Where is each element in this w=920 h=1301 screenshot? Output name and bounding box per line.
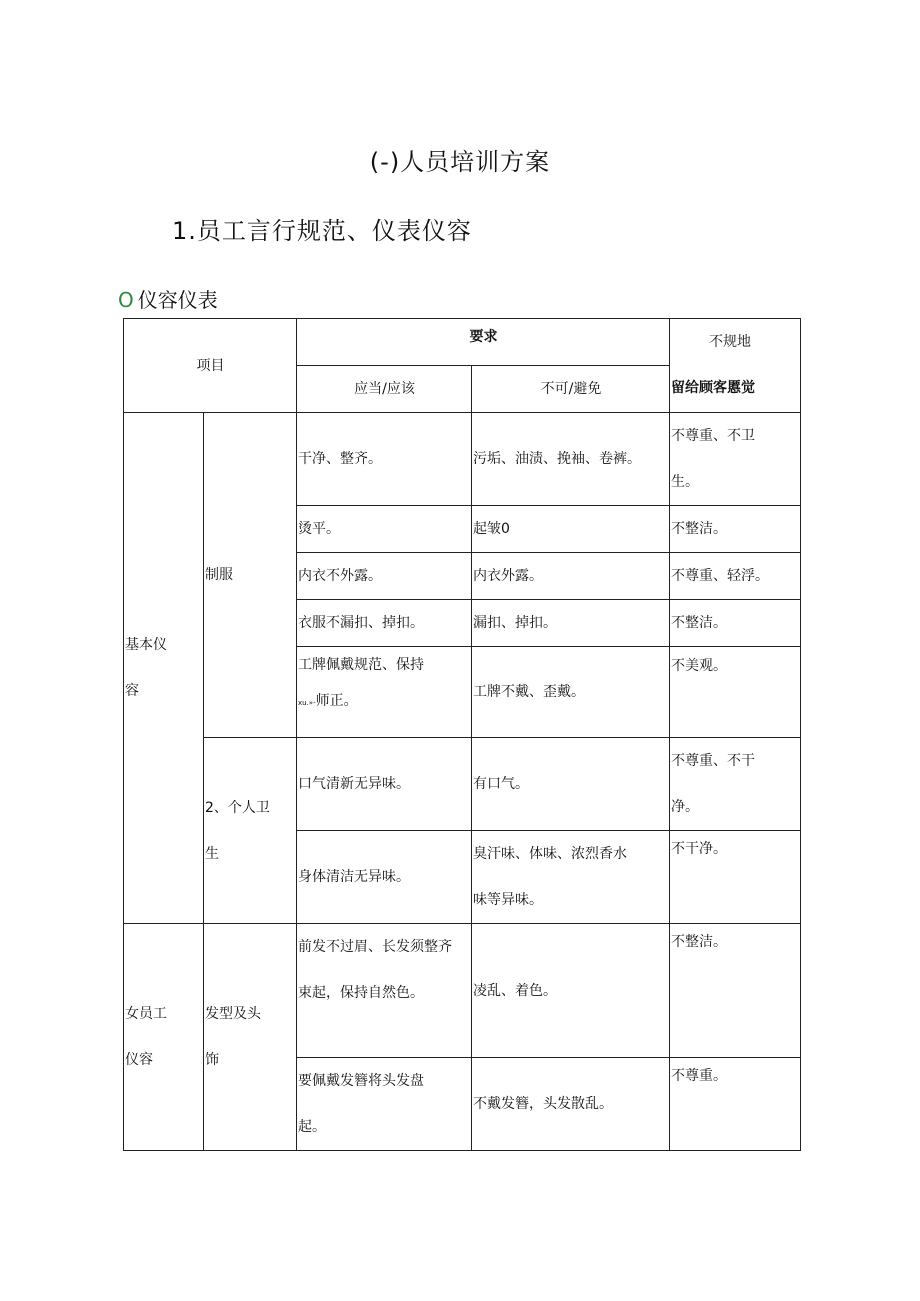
cell-impression: 不整洁。	[670, 600, 801, 647]
group-female-label-1: 女员工	[125, 1006, 167, 1022]
cell-should-line-1: 工牌佩戴规范、保持	[298, 657, 424, 673]
cell-should: 衣服不漏扣、掉扣。	[297, 600, 472, 647]
cell-impression-line-1: 不尊重、不干	[671, 753, 755, 769]
group-uniform: 制服	[204, 413, 297, 738]
cell-impression	[670, 413, 801, 506]
group-hair-label-1: 发型及头	[205, 1006, 261, 1022]
cell-impression-line-2: 净。	[671, 799, 699, 815]
cell-avoid-line-2: 味等异味。	[473, 892, 543, 908]
cell-impression: 不尊重。	[670, 1058, 801, 1151]
cell-should-line-2: 束起，保持自然色。	[298, 985, 424, 1001]
cell-impression: 不整洁。	[670, 506, 801, 553]
cell-avoid: 凌乱、着色。	[472, 924, 670, 1058]
cell-should	[297, 924, 472, 1058]
cell-should	[297, 647, 472, 738]
group-hygiene-label-1: 2、个人卫	[205, 799, 270, 816]
header-avoid: 不可/避免	[472, 366, 670, 413]
group-female-label-2: 仪容	[125, 1052, 153, 1068]
table-row	[124, 924, 801, 1058]
cell-should-line-2-text: 师正。	[315, 693, 358, 709]
group-basic-label-1: 基本仪	[125, 637, 167, 653]
header-requirement: 要求	[297, 319, 670, 366]
header-item: 项目	[124, 319, 297, 413]
group-hairstyle	[204, 924, 297, 1151]
cell-should-line-2	[298, 683, 471, 721]
cell-impression: 不干净。	[670, 831, 801, 924]
group-female-appearance	[124, 924, 204, 1151]
sub-heading	[118, 284, 218, 313]
cell-avoid: 污垢、油渍、挽袖、卷裤。	[472, 413, 670, 506]
table-row	[124, 413, 801, 506]
circle-bullet-icon: O	[118, 288, 134, 312]
cell-should	[297, 1058, 472, 1151]
group-personal-hygiene	[204, 738, 297, 924]
document-title: (-)人员培训方案	[369, 148, 551, 176]
header-should: 应当/应该	[297, 366, 472, 413]
header-impression-line-2: 留给顾客慝觉	[671, 380, 755, 396]
cell-should: 口气清新无异味。	[297, 738, 472, 831]
cell-impression: 不整洁。	[670, 924, 801, 1058]
group-hygiene-label-2: 生	[205, 845, 219, 862]
cell-avoid-line-1: 臭汗味、体味、浓烈香水	[473, 846, 627, 862]
cell-should-small-text: xu.»-	[298, 699, 316, 707]
cell-avoid: 工牌不戴、歪戴。	[472, 647, 670, 738]
group-basic-appearance	[124, 413, 204, 924]
cell-avoid: 起皱0	[472, 506, 670, 553]
cell-should: 烫平。	[297, 506, 472, 553]
sub-heading-label: 仪容仪表	[137, 288, 218, 312]
appearance-standards-table	[123, 318, 801, 1151]
table-header-row	[124, 319, 801, 366]
cell-avoid	[472, 831, 670, 924]
cell-should: 干净、整齐。	[297, 413, 472, 506]
cell-should-line-1: 前发不过眉、长发须整齐	[298, 939, 452, 955]
cell-avoid: 内衣外露。	[472, 553, 670, 600]
header-impression	[670, 319, 801, 413]
cell-impression-line-2: 生。	[671, 474, 699, 490]
group-hair-label-2: 饰	[205, 1052, 219, 1068]
section-title: 1.员工言行规范、仪表仪容	[172, 217, 472, 245]
cell-impression-line-1: 不尊重、不卫	[671, 428, 755, 444]
group-basic-label-2: 容	[125, 683, 139, 699]
header-impression-line-1: 不规地	[709, 334, 751, 350]
cell-avoid: 有口气。	[472, 738, 670, 831]
cell-impression	[670, 738, 801, 831]
cell-should-line-1: 要佩戴发簪将头发盘	[298, 1073, 424, 1089]
cell-impression: 不尊重、轻浮。	[670, 553, 801, 600]
cell-avoid: 不戴发簪，头发散乱。	[472, 1058, 670, 1151]
table-row	[124, 738, 801, 831]
cell-should-line-2: 起。	[298, 1119, 326, 1135]
cell-should: 内衣不外露。	[297, 553, 472, 600]
cell-impression: 不美观。	[670, 647, 801, 738]
cell-should: 身体清洁无异味。	[297, 831, 472, 924]
cell-avoid: 漏扣、掉扣。	[472, 600, 670, 647]
